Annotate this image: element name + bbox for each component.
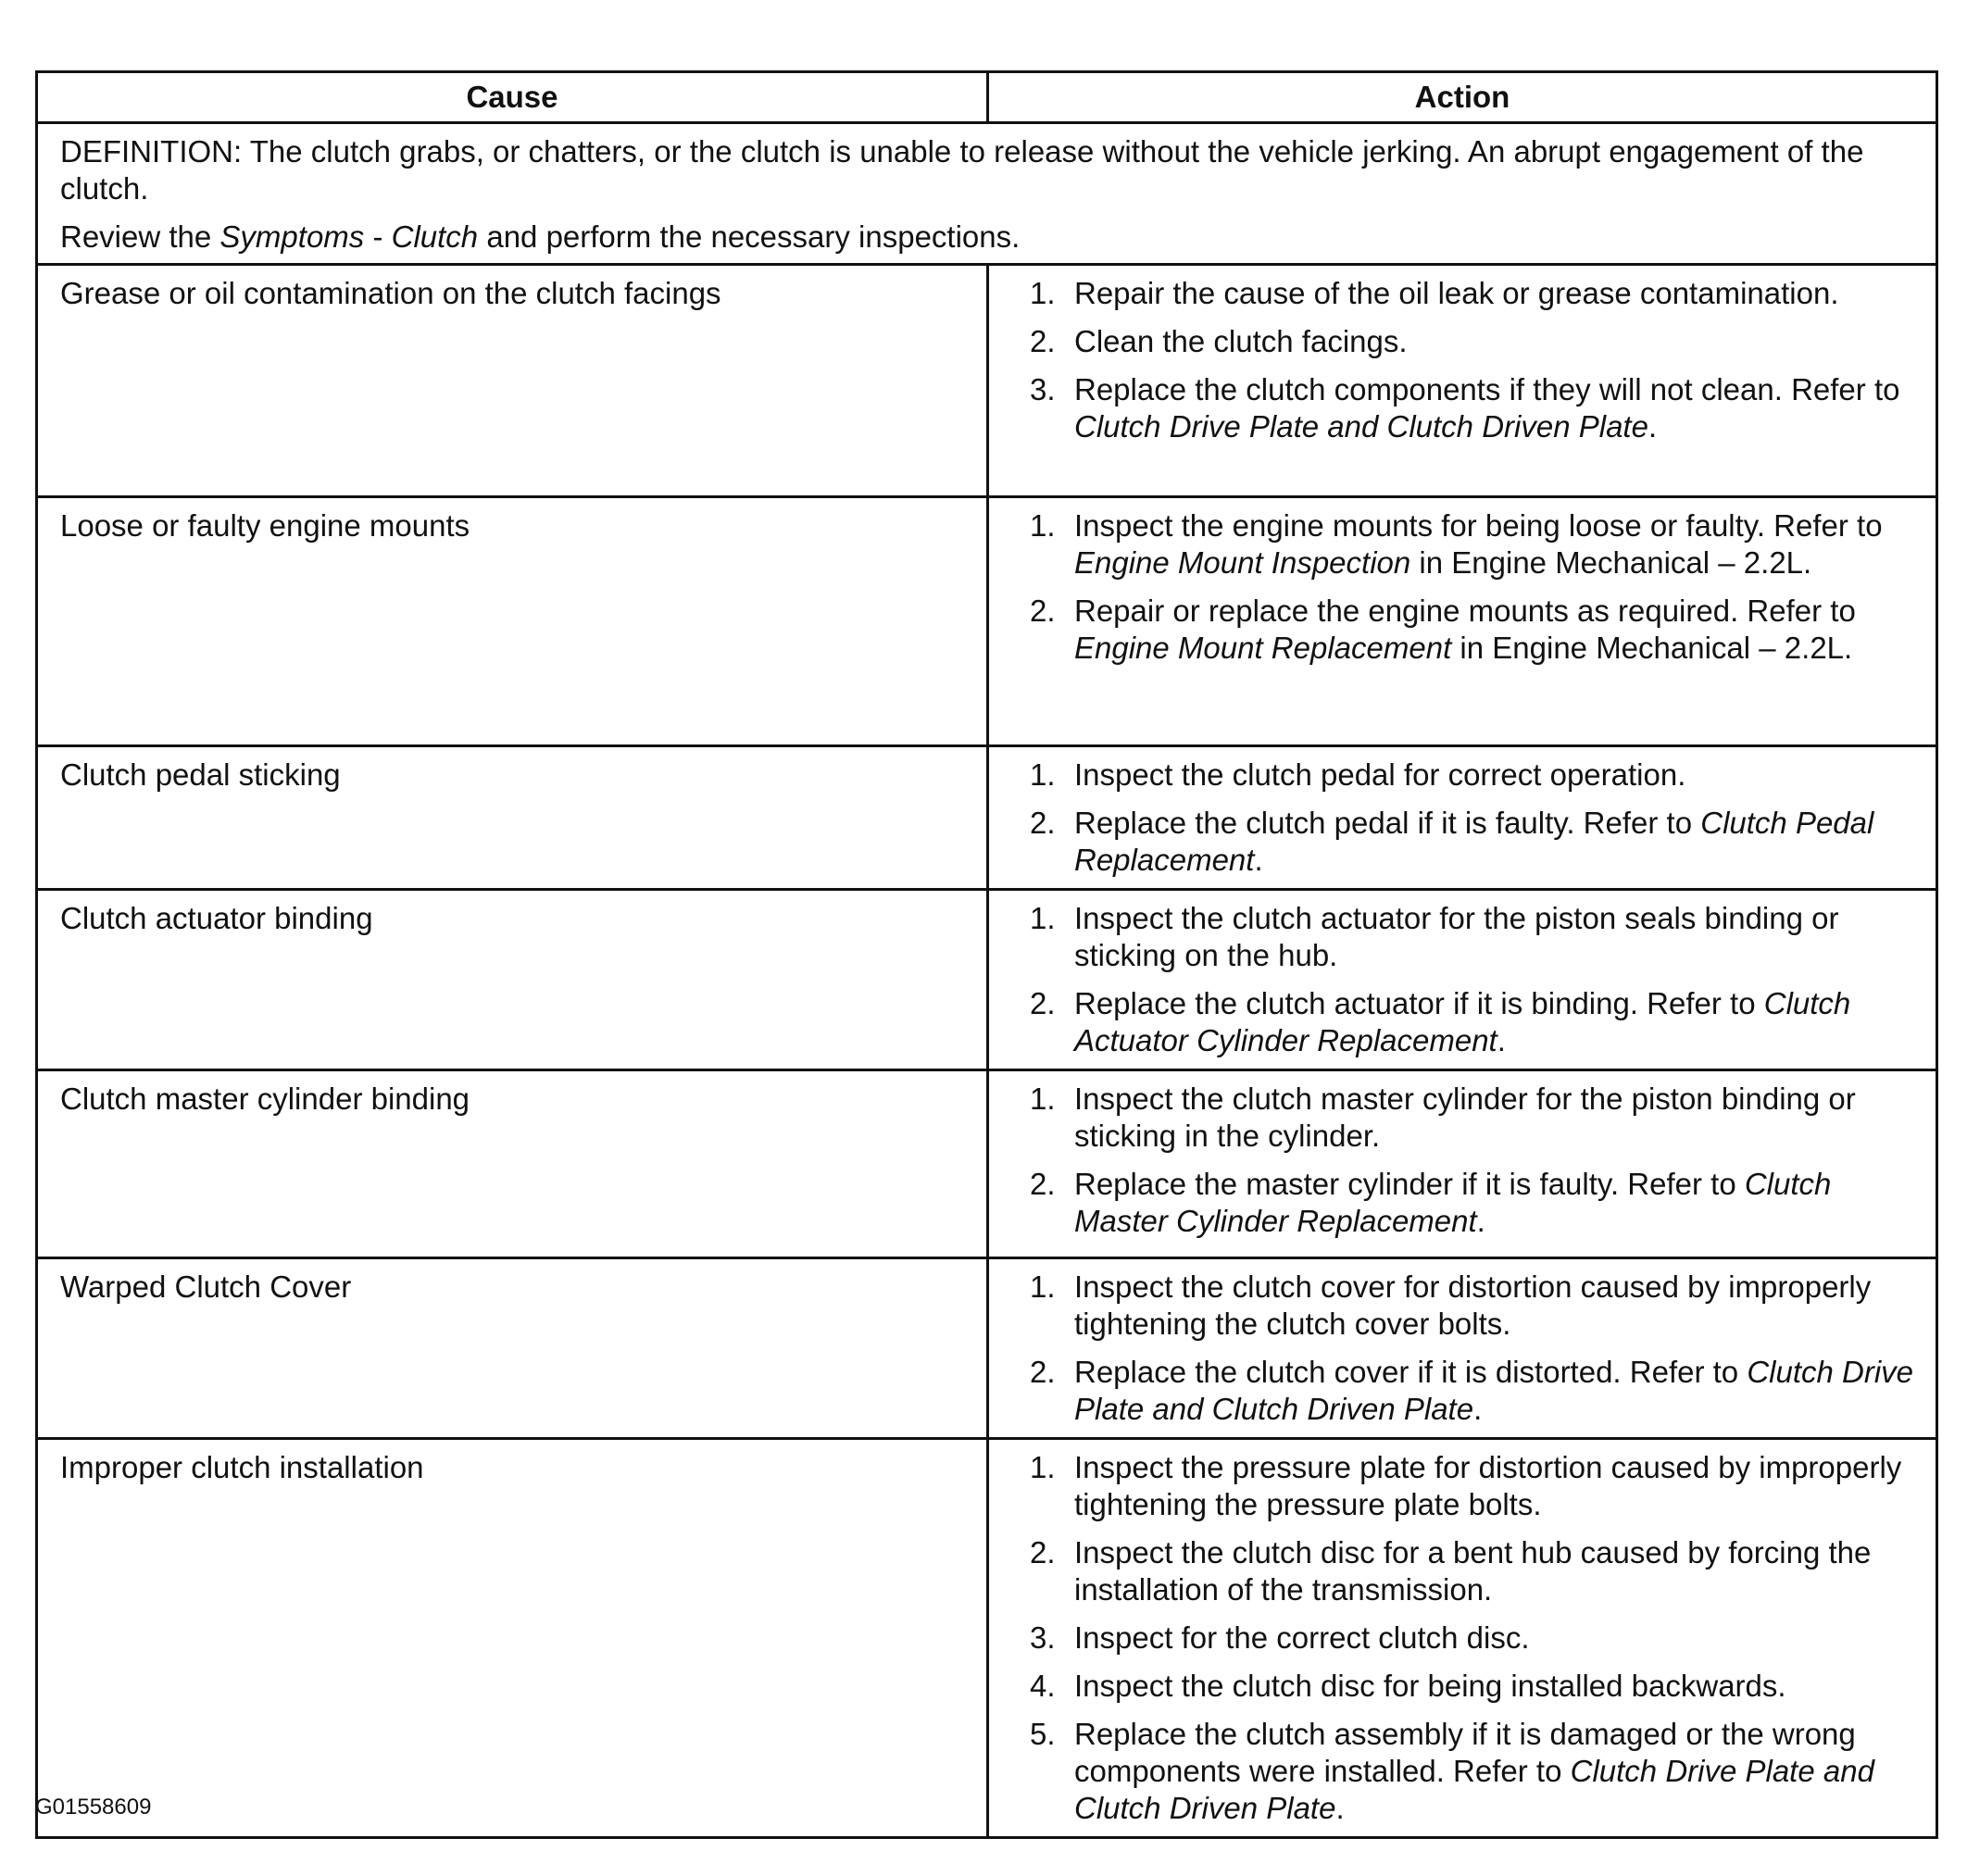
action-steps [1030, 1269, 1923, 1428]
step-text: Inspect the clutch disc for a bent hub caused by forcing the installation of the transmission. [1074, 1535, 1872, 1607]
action-steps [1030, 275, 1923, 445]
step-number: 2. [1030, 1535, 1056, 1570]
action-cell [988, 1258, 1937, 1439]
cause-cell: Loose or faulty engine mounts [37, 497, 988, 746]
action-step [1030, 1269, 1923, 1343]
action-step [1030, 1716, 1923, 1827]
action-steps [1030, 507, 1923, 667]
step-text-after: in Engine Mechanical – 2.2L. [1410, 545, 1812, 580]
action-step [1030, 323, 1923, 360]
procedure-reference: Clutch Master Cylinder Replacement [1074, 1167, 1832, 1238]
action-step [1030, 1166, 1923, 1240]
action-cell [988, 890, 1937, 1070]
procedure-reference: Clutch Actuator Cylinder Replacement [1074, 986, 1851, 1057]
cause-cell: Clutch pedal sticking [37, 746, 988, 890]
action-step [1030, 1354, 1923, 1428]
step-text-after: . [1473, 1392, 1483, 1426]
step-text: Inspect the clutch master cylinder for the piston binding or sticking in the cylinder. [1074, 1082, 1856, 1153]
table-row [37, 746, 1937, 890]
review-instruction [60, 219, 1913, 256]
action-cell [988, 746, 1937, 890]
step-number: 3. [1030, 1620, 1056, 1655]
action-cell [988, 497, 1937, 746]
step-text: Replace the master cylinder if it is faulty. Refer to [1074, 1167, 1745, 1201]
step-number: 1. [1030, 1450, 1056, 1484]
step-text-after: in Engine Mechanical – 2.2L. [1451, 631, 1853, 665]
step-number: 1. [1030, 1082, 1056, 1116]
step-text: Inspect the clutch disc for being installed backwards. [1074, 1669, 1786, 1703]
action-step [1030, 1449, 1923, 1523]
cause-cell: Warped Clutch Cover [37, 1258, 988, 1439]
step-text: Repair or replace the engine mounts as required. Refer to [1074, 594, 1856, 628]
definition-text: DEFINITION: The clutch grabs, or chatters, or the clutch is unable to release without the vehicle jerking. An abrupt engagement of the clutch. [60, 134, 1864, 206]
action-step [1030, 275, 1923, 312]
procedure-reference: Engine Mount Inspection [1074, 545, 1411, 580]
step-number: 4. [1030, 1669, 1056, 1703]
action-steps [1030, 1449, 1923, 1827]
action-step [1030, 1081, 1923, 1155]
action-step [1030, 900, 1923, 974]
step-text: Replace the clutch assembly if it is damaged or the wrong components were installed. Refer to [1074, 1717, 1856, 1788]
action-step [1030, 593, 1923, 667]
action-step [1030, 805, 1923, 879]
cause-cell: Grease or oil contamination on the clutch facings [37, 265, 988, 497]
procedure-reference: Clutch Pedal Replacement [1074, 806, 1874, 877]
step-text-after: . [1476, 1204, 1485, 1238]
step-number: 3. [1030, 372, 1056, 406]
review-suffix: and perform the necessary inspections. [478, 219, 1021, 254]
step-text-after: . [1648, 409, 1658, 444]
step-number: 2. [1030, 324, 1056, 358]
step-text: Inspect the clutch actuator for the piston seals binding or sticking on the hub. [1074, 901, 1839, 972]
procedure-reference: Clutch Drive Plate and Clutch Driven Plate [1074, 409, 1648, 444]
step-number: 1. [1030, 757, 1056, 792]
action-step [1030, 1620, 1923, 1657]
cause-cell: Improper clutch installation [37, 1439, 988, 1838]
step-text: Clean the clutch facings. [1074, 324, 1408, 358]
review-separator: - [364, 219, 392, 254]
action-steps [1030, 900, 1923, 1059]
action-steps [1030, 1081, 1923, 1240]
figure-id: G01558609 [35, 1795, 152, 1820]
step-text-after: . [1254, 843, 1263, 877]
step-text: Replace the clutch actuator if it is binding. Refer to [1074, 986, 1764, 1020]
action-header: Action [988, 72, 1937, 123]
step-number: 1. [1030, 1269, 1056, 1304]
step-number: 1. [1030, 901, 1056, 935]
step-text-after: . [1335, 1791, 1345, 1825]
cause-header: Cause [37, 72, 988, 123]
step-text: Replace the clutch pedal if it is faulty. Refer to [1074, 806, 1701, 840]
step-number: 2. [1030, 806, 1056, 840]
cause-cell: Clutch master cylinder binding [37, 1070, 988, 1258]
step-text: Inspect for the correct clutch disc. [1074, 1620, 1530, 1655]
action-step [1030, 1668, 1923, 1705]
action-step [1030, 371, 1923, 445]
step-number: 2. [1030, 986, 1056, 1020]
table-row [37, 1070, 1937, 1258]
step-text-after: . [1497, 1023, 1506, 1057]
action-cell [988, 1439, 1937, 1838]
step-text: Inspect the engine mounts for being loose or faulty. Refer to [1074, 508, 1883, 543]
procedure-reference: Clutch Drive Plate and Clutch Driven Plate [1074, 1754, 1874, 1825]
table-row [37, 890, 1937, 1070]
symptoms-reference: Symptoms [219, 219, 365, 254]
table-row [37, 1439, 1937, 1838]
table-row [37, 497, 1937, 746]
review-prefix: Review the [60, 219, 220, 254]
step-number: 2. [1030, 1167, 1056, 1201]
table-row [37, 265, 1937, 497]
cause-cell: Clutch actuator binding [37, 890, 988, 1070]
action-steps [1030, 757, 1923, 879]
action-step [1030, 1534, 1923, 1608]
header-row [37, 72, 1937, 123]
step-number: 5. [1030, 1717, 1056, 1751]
diagnostic-table [35, 70, 1938, 1839]
step-number: 2. [1030, 594, 1056, 628]
step-number: 2. [1030, 1355, 1056, 1389]
action-step [1030, 507, 1923, 582]
procedure-reference: Engine Mount Replacement [1074, 631, 1452, 665]
step-text: Inspect the pressure plate for distortion caused by improperly tightening the pressure plate bolts. [1074, 1450, 1902, 1521]
action-cell [988, 265, 1937, 497]
procedure-reference: Clutch Drive Plate and Clutch Driven Plate [1074, 1355, 1914, 1426]
table-row [37, 1258, 1937, 1439]
step-text: Replace the clutch cover if it is distorted. Refer to [1074, 1355, 1748, 1389]
step-number: 1. [1030, 508, 1056, 543]
definition-cell [37, 123, 1937, 265]
definition-row [37, 123, 1937, 265]
action-cell [988, 1070, 1937, 1258]
step-number: 1. [1030, 276, 1056, 310]
action-step [1030, 757, 1923, 794]
step-text: Replace the clutch components if they will not clean. Refer to [1074, 372, 1900, 406]
action-step [1030, 985, 1923, 1059]
step-text: Inspect the clutch cover for distortion caused by improperly tightening the clutch cover bolts. [1074, 1269, 1872, 1341]
step-text: Repair the cause of the oil leak or grease contamination. [1074, 276, 1839, 310]
clutch-reference: Clutch [391, 219, 479, 254]
step-text: Inspect the clutch pedal for correct operation. [1074, 757, 1686, 792]
